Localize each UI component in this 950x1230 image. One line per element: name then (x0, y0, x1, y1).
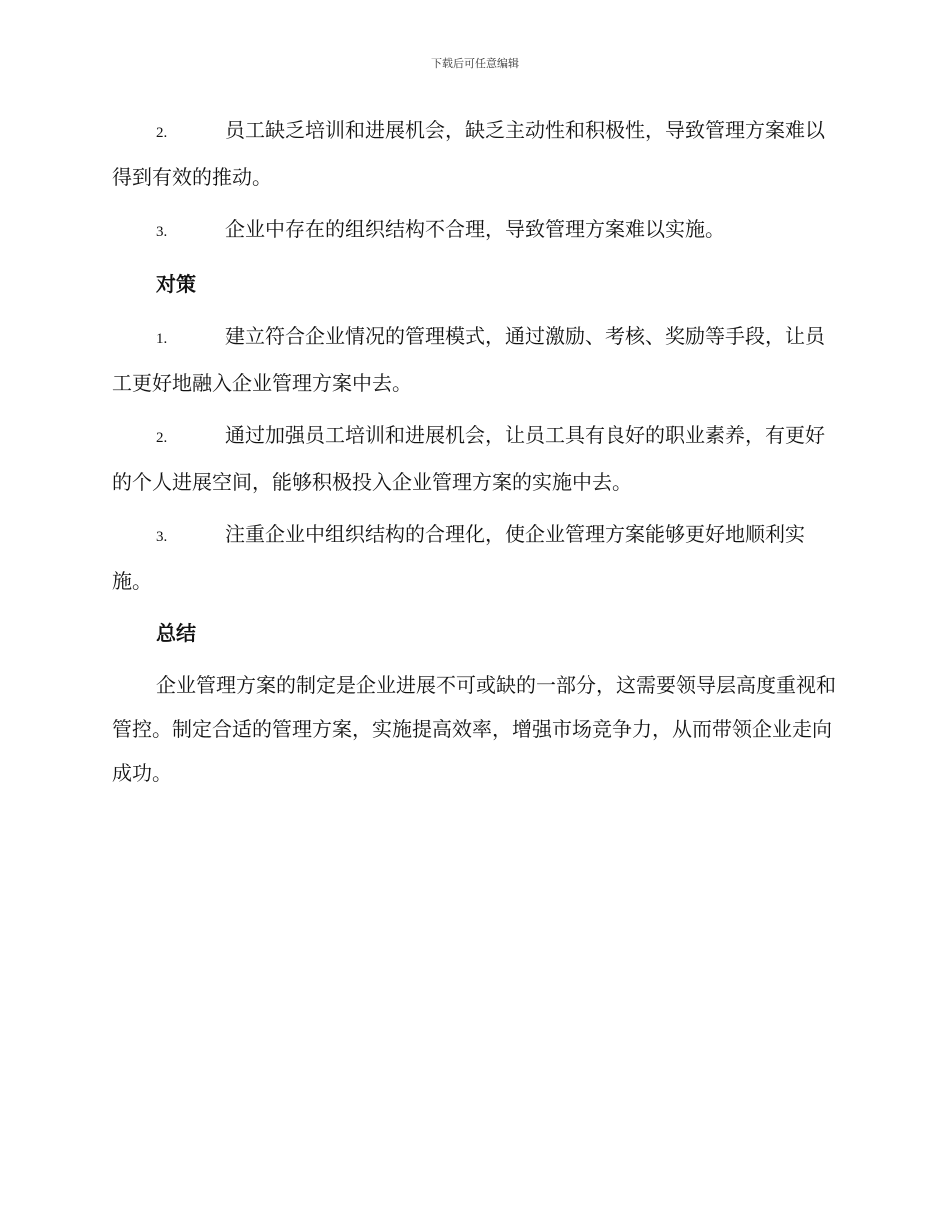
list-item-number: 3. (156, 529, 168, 545)
list-item-text: 注重企业中组织结构的合理化，使企业管理方案能够更好地顺利实施。 (112, 522, 805, 593)
document-content (112, 108, 836, 795)
list-item-number: 1. (156, 331, 168, 347)
section-heading-countermeasures: 对策 (156, 272, 196, 296)
list-item-text: 通过加强员工培训和进展机会，让员工具有良好的职业素养，有更好的个人进展空间，能够积极投入企业管理方案的实施中去。 (112, 423, 825, 494)
list-item-text: 建立符合企业情况的管理模式，通过激励、考核、奖励等手段，让员工更好地融入企业管理方案中去。 (112, 324, 825, 395)
list-item (112, 413, 836, 504)
list-item (112, 108, 836, 199)
list-item (112, 314, 836, 405)
summary-paragraph: 企业管理方案的制定是企业进展不可或缺的一部分，这需要领导层高度重视和管控。制定合适的管理方案，实施提高效率，增强市场竞争力，从而带领企业走向成功。 (112, 673, 836, 785)
list-item (112, 207, 836, 254)
header-note: 下载后可任意编辑 (431, 57, 519, 70)
list-item-text: 企业中存在的组织结构不合理，导致管理方案难以实施。 (225, 217, 725, 241)
list-item-number: 2. (156, 430, 168, 446)
list-item-text: 员工缺乏培训和进展机会，缺乏主动性和积极性，导致管理方案难以得到有效的推动。 (112, 118, 825, 189)
list-item-number: 2. (156, 125, 168, 141)
list-item (112, 512, 836, 603)
section-heading-summary: 总结 (156, 621, 196, 645)
list-item-number: 3. (156, 224, 168, 240)
